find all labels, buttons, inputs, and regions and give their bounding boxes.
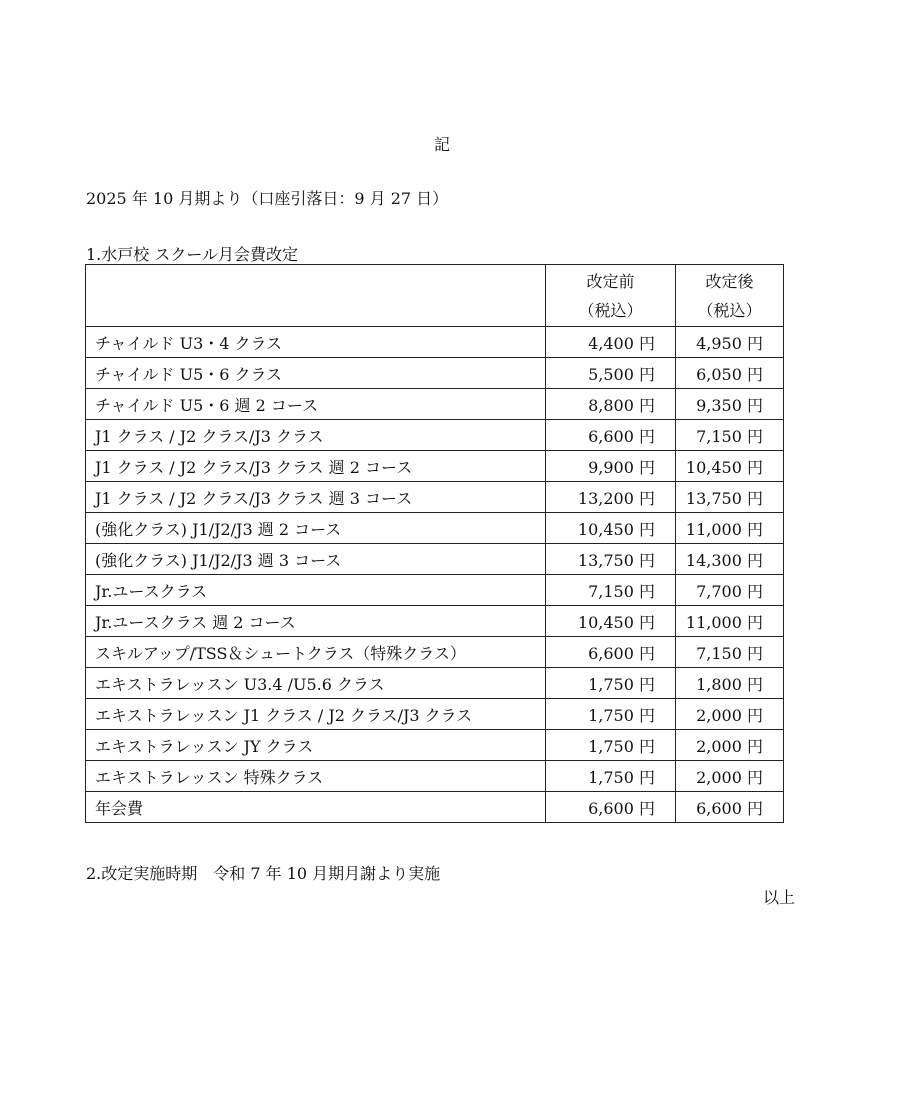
header-before-label: 改定前	[586, 271, 635, 291]
row-fee-after: 13,750 円	[676, 482, 784, 513]
header-after-label: 改定後	[705, 271, 754, 291]
table-row	[86, 606, 784, 637]
row-class-name: J1 クラス / J2 クラス/J3 クラス 週 2 コース	[86, 451, 546, 482]
header-before-tax-note: （税込）	[578, 300, 643, 320]
row-fee-after: 1,800 円	[676, 668, 784, 699]
row-fee-before: 1,750 円	[546, 668, 676, 699]
row-fee-before: 6,600 円	[546, 792, 676, 823]
row-fee-after: 2,000 円	[676, 761, 784, 792]
table-row	[86, 575, 784, 606]
row-fee-after: 7,150 円	[676, 637, 784, 668]
table-row	[86, 327, 784, 358]
row-fee-after: 6,600 円	[676, 792, 784, 823]
row-fee-after: 7,700 円	[676, 575, 784, 606]
header-after	[676, 265, 784, 327]
table-row	[86, 761, 784, 792]
row-class-name: チャイルド U5・6 週 2 コース	[86, 389, 546, 420]
table-row	[86, 544, 784, 575]
row-class-name: 年会費	[86, 792, 546, 823]
row-class-name: エキストラレッスン U3.4 /U5.6 クラス	[86, 668, 546, 699]
row-fee-after: 11,000 円	[676, 606, 784, 637]
table-row	[86, 451, 784, 482]
row-class-name: チャイルド U3・4 クラス	[86, 327, 546, 358]
row-class-name: Jr.ユースクラス	[86, 575, 546, 606]
row-class-name: J1 クラス / J2 クラス/J3 クラス 週 3 コース	[86, 482, 546, 513]
row-fee-after: 6,050 円	[676, 358, 784, 389]
fee-table-header-row	[86, 265, 784, 327]
row-fee-before: 1,750 円	[546, 699, 676, 730]
table-row	[86, 358, 784, 389]
row-class-name: (強化クラス) J1/J2/J3 週 3 コース	[86, 544, 546, 575]
row-fee-before: 4,400 円	[546, 327, 676, 358]
row-fee-before: 8,800 円	[546, 389, 676, 420]
row-fee-before: 7,150 円	[546, 575, 676, 606]
table-row	[86, 668, 784, 699]
row-fee-after: 10,450 円	[676, 451, 784, 482]
row-class-name: エキストラレッスン J1 クラス / J2 クラス/J3 クラス	[86, 699, 546, 730]
row-fee-before: 6,600 円	[546, 637, 676, 668]
table-row	[86, 482, 784, 513]
header-before	[546, 265, 676, 327]
table-row	[86, 637, 784, 668]
row-class-name: J1 クラス / J2 クラス/J3 クラス	[86, 420, 546, 451]
row-fee-after: 2,000 円	[676, 730, 784, 761]
table-row	[86, 730, 784, 761]
row-fee-after: 4,950 円	[676, 327, 784, 358]
row-fee-before: 1,750 円	[546, 761, 676, 792]
table-row	[86, 389, 784, 420]
row-class-name: エキストラレッスン 特殊クラス	[86, 761, 546, 792]
row-fee-after: 11,000 円	[676, 513, 784, 544]
implementation-date-line: 2.改定実施時期 令和 7 年 10 月期月謝より実施	[86, 864, 441, 883]
effective-date-line: 2025 年 10 月期より（口座引落日：9 月 27 日）	[86, 189, 449, 208]
row-fee-before: 10,450 円	[546, 606, 676, 637]
table-row	[86, 420, 784, 451]
row-fee-after: 14,300 円	[676, 544, 784, 575]
header-empty-cell	[86, 265, 546, 327]
fee-table	[85, 264, 784, 823]
row-fee-before: 9,900 円	[546, 451, 676, 482]
document-heading: 記	[433, 135, 450, 154]
row-fee-before: 13,200 円	[546, 482, 676, 513]
row-fee-before: 13,750 円	[546, 544, 676, 575]
row-class-name: (強化クラス) J1/J2/J3 週 2 コース	[86, 513, 546, 544]
section1-title: 1.水戸校 スクール月会費改定	[86, 245, 299, 264]
row-fee-after: 2,000 円	[676, 699, 784, 730]
table-row	[86, 699, 784, 730]
row-fee-after: 7,150 円	[676, 420, 784, 451]
row-class-name: エキストラレッスン JY クラス	[86, 730, 546, 761]
row-fee-before: 6,600 円	[546, 420, 676, 451]
row-fee-before: 5,500 円	[546, 358, 676, 389]
header-after-tax-note: （税込）	[697, 300, 762, 320]
row-class-name: Jr.ユースクラス 週 2 コース	[86, 606, 546, 637]
row-fee-before: 1,750 円	[546, 730, 676, 761]
row-class-name: スキルアップ/TSS＆シュートクラス（特殊クラス）	[86, 637, 546, 668]
row-fee-after: 9,350 円	[676, 389, 784, 420]
row-class-name: チャイルド U5・6 クラス	[86, 358, 546, 389]
row-fee-before: 10,450 円	[546, 513, 676, 544]
table-row	[86, 792, 784, 823]
closing-mark: 以上	[763, 888, 796, 907]
table-row	[86, 513, 784, 544]
